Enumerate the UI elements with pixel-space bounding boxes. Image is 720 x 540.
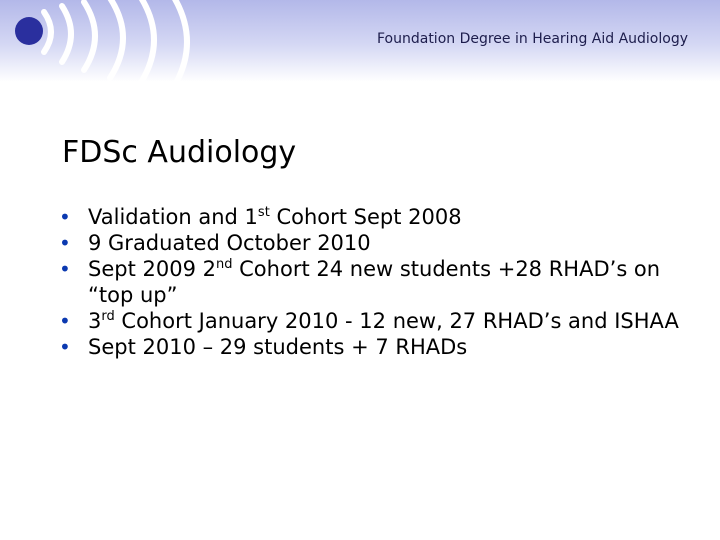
sound-waves-logo xyxy=(0,0,210,82)
wave-arc-4 xyxy=(110,0,123,78)
slide-title: FDSc Audiology xyxy=(62,135,297,170)
bullet-item xyxy=(59,230,679,256)
bullet-text-rest: Cohort Sept 2008 xyxy=(269,205,462,229)
wave-arc-6 xyxy=(172,0,187,82)
bullet-list xyxy=(59,204,679,360)
bullet-superscript: rd xyxy=(101,309,115,324)
bullet-dot-icon: • xyxy=(59,335,71,359)
wave-arc-2 xyxy=(62,6,71,62)
bullet-superscript: st xyxy=(257,205,270,220)
bullet-dot-icon: • xyxy=(59,231,71,255)
bullet-superscript: nd xyxy=(215,257,233,272)
bullet-text-rest: Cohort 24 new students +28 RHAD’s on “top up” xyxy=(88,257,661,307)
header-title: Foundation Degree in Hearing Aid Audiology xyxy=(376,31,688,47)
bullet-dot-icon: • xyxy=(59,257,71,281)
wave-arc-3 xyxy=(84,2,95,70)
bullet-text-rest: Cohort January 2010 - 12 new, 27 RHAD’s and ISHAA xyxy=(114,309,679,333)
bullet-item xyxy=(59,334,679,360)
bullet-text: 3 xyxy=(88,309,102,333)
bullet-text: Sept 2009 2 xyxy=(88,257,216,281)
logo-dot xyxy=(15,17,43,45)
bullet-item xyxy=(59,308,679,334)
wave-arc-1 xyxy=(44,12,51,52)
bullet-dot-icon: • xyxy=(59,309,71,333)
bullet-dot-icon: • xyxy=(59,205,71,229)
bullet-text: Sept 2010 – 29 students + 7 RHADs xyxy=(88,335,468,359)
wave-arc-5 xyxy=(140,0,154,82)
bullet-text: Validation and 1 xyxy=(88,205,258,229)
bullet-item xyxy=(59,256,679,308)
bullet-item xyxy=(59,204,679,230)
bullet-text: 9 Graduated October 2010 xyxy=(88,231,371,255)
